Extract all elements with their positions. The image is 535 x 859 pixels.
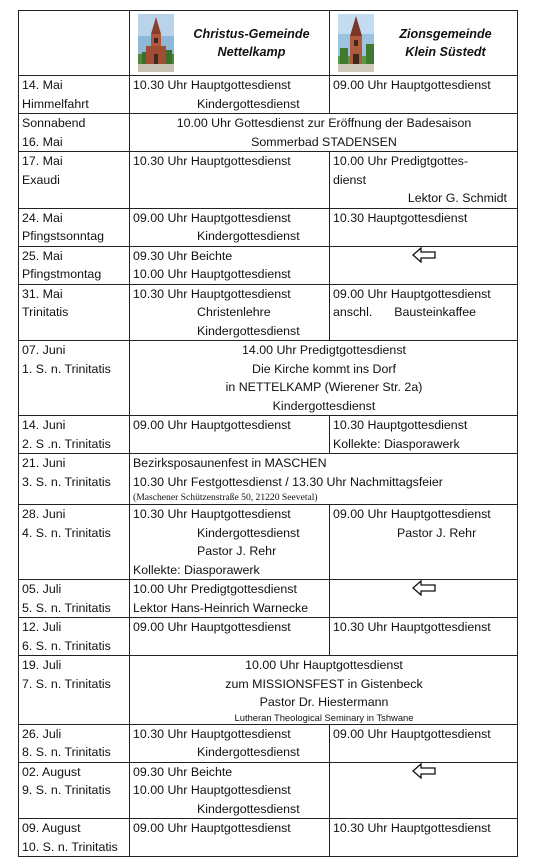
date-cell: [19, 114, 130, 152]
service-line: Pastor J. Rehr: [197, 544, 277, 558]
date-cell: [19, 341, 130, 416]
nettelkamp-cell: [130, 246, 330, 284]
klein-suestedt-cell: [330, 284, 518, 341]
row-date: 25. Mai: [22, 248, 63, 263]
row-sunday-name: 9. S. n. Trinitatis: [22, 783, 111, 797]
row-date: 05. Juli: [22, 582, 62, 596]
date-cell: [19, 762, 130, 819]
klein-suestedt-cell: [330, 580, 518, 618]
date-cell: [19, 819, 130, 857]
row-date: 24. Mai: [22, 210, 63, 225]
service-line: Pastor Dr. Hiestermann: [259, 695, 389, 709]
left-arrow-icon: [412, 768, 436, 782]
nettelkamp-cell: [130, 618, 330, 656]
church-photo-icon: [138, 14, 174, 72]
date-cell: [19, 246, 130, 284]
nettelkamp-cell: [130, 819, 330, 857]
date-cell: [19, 416, 130, 454]
header-col3-line2: Klein Süstedt: [405, 45, 486, 59]
header-zionsgemeinde: [330, 11, 518, 76]
nettelkamp-cell: [130, 152, 330, 209]
nettelkamp-cell: [130, 505, 330, 580]
table-row: [19, 762, 518, 819]
klein-suestedt-cell: [330, 819, 518, 857]
row-date: 07. Juni: [22, 343, 66, 357]
klein-suestedt-cell: [330, 618, 518, 656]
joint-service-cell: [130, 454, 518, 505]
table-row: [19, 341, 518, 416]
nettelkamp-cell: [130, 208, 330, 246]
service-line: Kindergottesdienst: [197, 745, 300, 759]
date-cell: [19, 656, 130, 725]
row-date: Sonnabend: [22, 116, 86, 130]
row-sunday-name: 2. S .n. Trinitatis: [22, 436, 111, 451]
nettelkamp-cell: [130, 724, 330, 762]
date-cell: [19, 618, 130, 656]
klein-suestedt-cell: [330, 208, 518, 246]
row-date: 14. Juni: [22, 418, 66, 432]
klein-suestedt-cell: [330, 76, 518, 114]
klein-suestedt-cell: [330, 505, 518, 580]
date-cell: [19, 580, 130, 618]
service-line: 10.30 Uhr Festgottesdienst / 13.30 Uhr Nachmittagsfeier: [133, 474, 443, 489]
table-row: [19, 208, 518, 246]
service-line: 09.30 Uhr Beichte: [133, 764, 233, 779]
table-row: [19, 656, 518, 725]
header-empty-cell: [19, 11, 130, 76]
service-line: Kollekte: Diasporawerk: [333, 436, 460, 451]
row-sunday-name: 4. S. n. Trinitatis: [22, 525, 111, 540]
table-row: [19, 284, 518, 341]
row-date: 12. Juli: [22, 620, 62, 634]
service-line: 10.00 Uhr Predigtgottes-: [333, 154, 468, 168]
table-row: [19, 246, 518, 284]
service-line: Lektor G. Schmidt: [407, 191, 507, 205]
row-sunday-name: 10. S. n. Trinitatis: [22, 839, 118, 854]
service-line: Kindergottesdienst: [197, 96, 300, 111]
service-line: Kindergottesdienst: [197, 525, 300, 540]
service-line: Kollekte: Diasporawerk: [133, 562, 260, 577]
service-line: 10.00 Uhr Hauptgottesdienst: [133, 783, 291, 797]
joint-service-cell: [130, 114, 518, 152]
header-col2-line2: Nettelkamp: [217, 45, 286, 59]
table-row: [19, 505, 518, 580]
date-cell: [19, 208, 130, 246]
service-line: 10.30 Uhr Hauptgottesdienst: [333, 821, 491, 835]
klein-suestedt-cell: [330, 246, 518, 284]
service-line: Kindergottesdienst: [272, 398, 376, 413]
service-line: dienst: [333, 172, 367, 187]
row-sunday-name: 5. S. n. Trinitatis: [22, 600, 111, 615]
row-date: 31. Mai: [22, 286, 63, 301]
service-line: 10.30 Uhr Hauptgottesdienst: [133, 154, 291, 168]
left-arrow-icon: [412, 252, 436, 266]
service-line: 10.30 Uhr Hauptgottesdienst: [133, 726, 291, 741]
date-cell: [19, 724, 130, 762]
table-row: [19, 580, 518, 618]
header-christus-gemeinde: [130, 11, 330, 76]
service-line: 09.00 Uhr Hauptgottesdienst: [133, 418, 291, 432]
service-line: zum MISSIONSFEST in Gistenbeck: [225, 676, 423, 691]
joint-service-cell: [130, 656, 518, 725]
row-sunday-name: 8. S. n. Trinitatis: [22, 745, 111, 759]
service-line: 09.30 Uhr Beichte: [133, 248, 233, 263]
nettelkamp-cell: [130, 76, 330, 114]
service-line: Bezirksposaunenfest in MASCHEN: [133, 456, 327, 470]
service-line: 10.30 Uhr Hauptgottesdienst: [133, 78, 291, 92]
row-date: 14. Mai: [22, 78, 63, 92]
service-line: 10.30 Uhr Hauptgottesdienst: [133, 507, 291, 521]
service-line: 10.30 Uhr Hauptgottesdienst: [333, 620, 491, 634]
row-sunday-name: Exaudi: [22, 172, 60, 187]
row-sunday-name: Himmelfahrt: [22, 96, 89, 111]
header-row: [19, 11, 518, 76]
service-line: Lektor Hans-Heinrich Warnecke: [133, 600, 309, 615]
anschl-label: anschl.: [333, 305, 373, 319]
table-row: [19, 618, 518, 656]
date-cell: [19, 454, 130, 505]
row-sunday-name: 3. S. n. Trinitatis: [22, 474, 111, 489]
service-line: Kindergottesdienst: [197, 801, 300, 816]
row-sunday-name: Pfingstmontag: [22, 267, 102, 281]
table-row: [19, 416, 518, 454]
service-line: Kindergottesdienst: [197, 323, 300, 338]
table-row: [19, 76, 518, 114]
service-line: Pastor J. Rehr: [397, 525, 477, 540]
service-line: 10.30 Hauptgottesdienst: [333, 210, 468, 225]
service-line: 10.00 Uhr Predigtgottesdienst: [133, 582, 297, 596]
row-date: 19. Juli: [22, 658, 62, 672]
church-photo-icon: [338, 14, 374, 72]
service-line: 10.30 Uhr Hauptgottesdienst: [133, 286, 291, 301]
service-line: 14.00 Uhr Predigtgottesdienst: [242, 343, 406, 357]
row-sunday-name: Pfingstsonntag: [22, 229, 104, 243]
header-col2-line1: Christus-Gemeinde: [193, 27, 310, 41]
row-sunday-name: 1. S. n. Trinitatis: [22, 361, 111, 376]
nettelkamp-cell: [130, 284, 330, 341]
row-date: 21. Juni: [22, 456, 66, 470]
row-date: 09. August: [22, 821, 81, 835]
service-line: 09.00 Uhr Hauptgottesdienst: [133, 821, 291, 835]
date-cell: [19, 284, 130, 341]
service-line: 09.00 Uhr Hauptgottesdienst: [333, 507, 491, 521]
row-sunday-name: Trinitatis: [22, 305, 69, 319]
row-date: 28. Juni: [22, 507, 66, 521]
klein-suestedt-cell: [330, 152, 518, 209]
header-col3-line1: Zionsgemeinde: [399, 27, 492, 41]
service-line: 09.00 Uhr Hauptgottesdienst: [333, 726, 491, 741]
service-line: [333, 303, 515, 322]
service-line: 10.30 Hauptgottesdienst: [333, 418, 468, 432]
service-line: 10.00 Uhr Hauptgottesdienst: [133, 267, 291, 281]
date-cell: [19, 505, 130, 580]
service-schedule-table: [18, 10, 518, 857]
service-line: 10.00 Uhr Hauptgottesdienst: [245, 658, 403, 672]
service-line: Die Kirche kommt ins Dorf: [252, 361, 396, 376]
nettelkamp-cell: [130, 762, 330, 819]
row-date: 17. Mai: [22, 154, 63, 168]
table-row: [19, 152, 518, 209]
table-row: [19, 454, 518, 505]
row-sunday-name: 7. S. n. Trinitatis: [22, 676, 111, 691]
seminary-line: Lutheran Theological Seminary in Tshwane: [234, 711, 414, 723]
row-sunday-name: 6. S. n. Trinitatis: [22, 638, 111, 653]
service-line: 09.00 Uhr Hauptgottesdienst: [133, 620, 291, 634]
klein-suestedt-cell: [330, 762, 518, 819]
table-row: [19, 114, 518, 152]
service-line: 09.00 Uhr Hauptgottesdienst: [333, 286, 491, 301]
nettelkamp-cell: [130, 580, 330, 618]
klein-suestedt-cell: [330, 416, 518, 454]
table-row: [19, 819, 518, 857]
service-line: Christenlehre: [197, 305, 271, 319]
service-line: Kindergottesdienst: [197, 229, 300, 243]
date-cell: [19, 152, 130, 209]
service-line: 09.00 Uhr Hauptgottesdienst: [133, 210, 291, 225]
left-arrow-icon: [412, 585, 436, 599]
date-cell: [19, 76, 130, 114]
row-date: 02. August: [22, 764, 81, 779]
service-line: 10.00 Uhr Gottesdienst zur Eröffnung der Badesaison: [176, 116, 472, 130]
table-row: [19, 724, 518, 762]
row-date: 26. Juli: [22, 726, 62, 741]
klein-suestedt-cell: [330, 724, 518, 762]
service-line: Sommerbad STADENSEN: [251, 134, 397, 149]
address-line: (Maschener Schützenstraße 50, 21220 Seevetal): [133, 492, 318, 503]
service-line: 09.00 Uhr Hauptgottesdienst: [333, 78, 491, 92]
bausteinkaffee-label: Bausteinkaffee: [394, 305, 477, 319]
row-sunday-name: 16. Mai: [22, 134, 63, 149]
service-line: in NETTELKAMP (Wierener Str. 2a): [225, 380, 423, 394]
joint-service-cell: [130, 341, 518, 416]
nettelkamp-cell: [130, 416, 330, 454]
